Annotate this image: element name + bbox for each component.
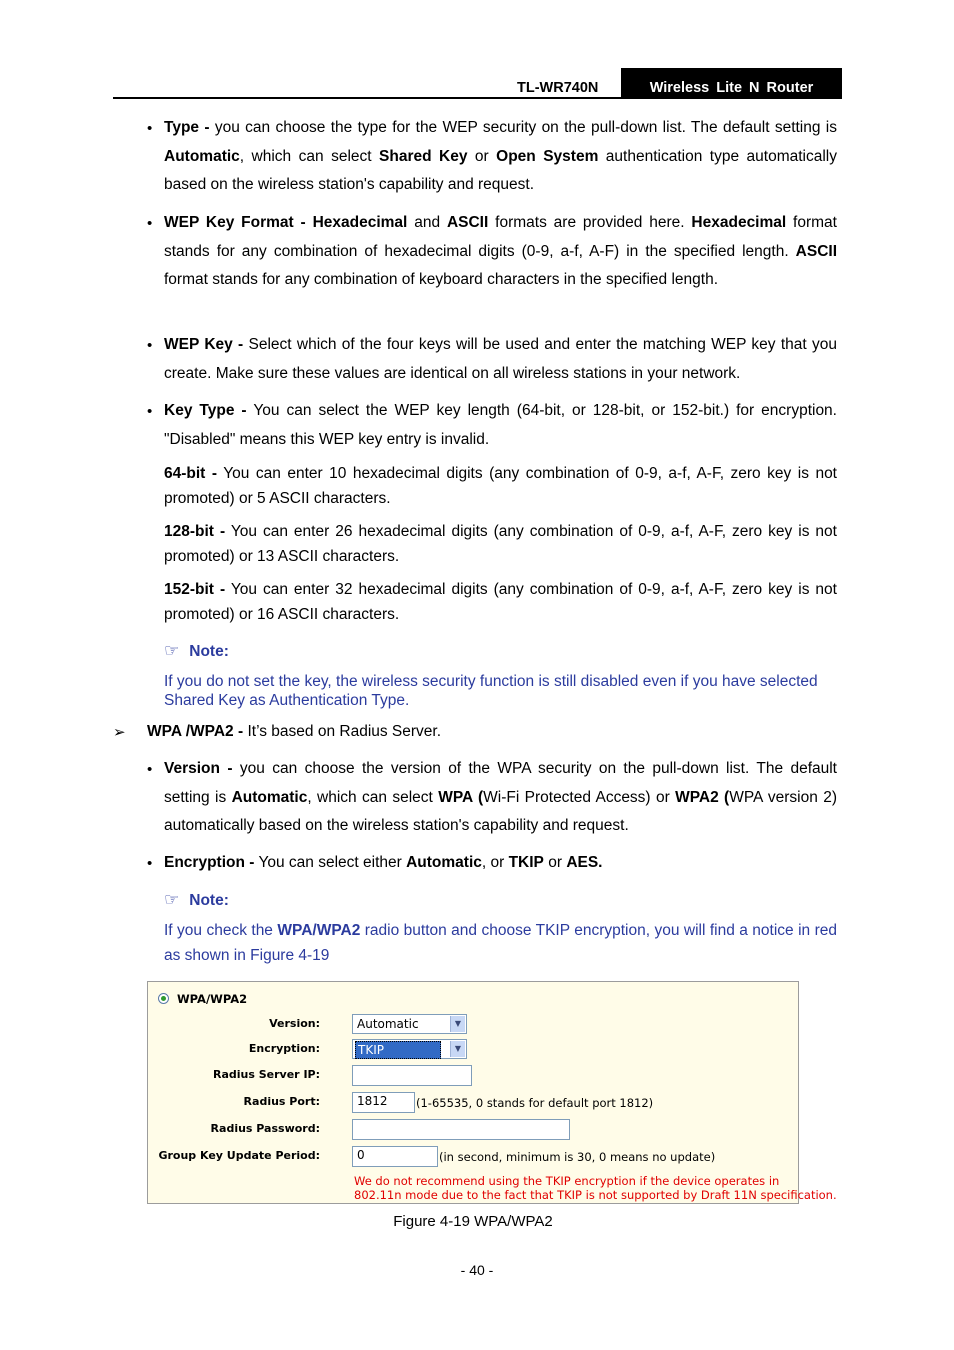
pointing-hand-icon: ☞ <box>164 641 180 660</box>
bullet-icon: • <box>147 855 153 872</box>
tkip-warning-line-2: 802.11n mode due to the fact that TKIP is not supported by Draft 11N specification. <box>354 1188 837 1202</box>
radius-ip-input[interactable] <box>352 1065 472 1086</box>
wpa-radio-label: WPA/WPA2 <box>177 992 248 1006</box>
arrow-bullet-icon: ➢ <box>113 724 126 741</box>
note-title: ☞ Note: <box>164 890 229 909</box>
bit128-paragraph: 128-bit - You can enter 26 hexadecimal digits (any combination of 0-9, a-f, A-F, zero key is not promoted) or 13 ASCII characters. <box>164 523 837 565</box>
radius-password-label: Radius Password: <box>210 1122 320 1135</box>
note-title: ☞ Note: <box>164 641 229 660</box>
wpa-radio-button[interactable] <box>158 993 169 1004</box>
radius-port-hint: (1-65535, 0 stands for default port 1812) <box>416 1096 654 1110</box>
figure-caption: Figure 4-19 WPA/WPA2 <box>393 1213 553 1230</box>
bullet-icon: • <box>147 215 153 232</box>
group-key-input[interactable]: 0 <box>352 1146 438 1167</box>
bullet-icon: • <box>147 337 153 354</box>
encryption-label: Encryption: <box>248 1042 320 1055</box>
wpa-encryption-paragraph: Encryption - You can select either Automatic, or TKIP or AES. <box>164 854 603 871</box>
radius-ip-label: Radius Server IP: <box>213 1068 320 1081</box>
radius-password-input[interactable] <box>352 1119 570 1140</box>
wep-type-paragraph: Type - you can choose the type for the WEP security on the pull-down list. The default setting is Automatic, which can select Shared Key or Open System authentication type automatically based on the wireless station's capability and request. <box>164 119 837 193</box>
header-rule <box>113 97 842 99</box>
version-label: Version: <box>269 1017 320 1030</box>
bullet-icon: • <box>147 761 153 778</box>
wpa-heading: WPA /WPA2 - It’s based on Radius Server. <box>147 723 442 740</box>
pointing-hand-icon: ☞ <box>164 890 180 909</box>
wpa-version-paragraph: Version - you can choose the version of the WPA security on the pull-down list. The default setting is Automatic, which can select WPA (Wi-Fi Protected Access) or WPA2 (WPA version 2) automatically based on the wireless station's capability and request. <box>164 760 837 834</box>
bullet-icon: • <box>147 120 153 137</box>
note-text: If you do not set the key, the wireless security function is still disabled even if you have selected Shared Key as Authentication Type. <box>164 673 818 709</box>
chevron-down-icon: ▼ <box>450 1016 465 1032</box>
bit64-paragraph: 64-bit - You can enter 10 hexadecimal digits (any combination of 0-9, a-f, A-F, zero key is not promoted) or 5 ASCII characters. <box>164 465 837 507</box>
version-select[interactable]: Automatic ▼ <box>352 1014 467 1034</box>
bit152-paragraph: 152-bit - You can enter 32 hexadecimal digits (any combination of 0-9, a-f, A-F, zero key is not promoted) or 16 ASCII characters. <box>164 581 837 623</box>
encryption-select[interactable]: TKIP ▼ <box>352 1039 467 1059</box>
bullet-icon: • <box>147 403 153 420</box>
wep-key-paragraph: WEP Key - Select which of the four keys will be used and enter the matching WEP key that you create. Make sure these values are identical on all wireless stations in your network. <box>164 336 837 382</box>
chevron-down-icon: ▼ <box>450 1041 465 1057</box>
group-key-label: Group Key Update Period: <box>158 1149 320 1162</box>
header-product: Wireless Lite N Router <box>621 68 842 99</box>
tkip-warning-line-1: We do not recommend using the TKIP encryption if the device operates in <box>354 1174 780 1188</box>
header-model: TL-WR740N <box>517 80 599 96</box>
page-number: - 40 - <box>460 1262 494 1278</box>
key-type-paragraph: Key Type - You can select the WEP key length (64-bit, or 128-bit, or 152-bit.) for encryption. "Disabled" means this WEP key entry is invalid. <box>164 402 837 448</box>
radius-port-input[interactable]: 1812 <box>352 1092 415 1113</box>
group-key-hint: (in second, minimum is 30, 0 means no update) <box>439 1150 716 1164</box>
wpa-settings-figure <box>147 981 837 1204</box>
note-text: If you check the WPA/WPA2 radio button and choose TKIP encryption, you will find a notice in red as shown in Figure 4-19 <box>164 922 837 964</box>
wep-format-paragraph: WEP Key Format - Hexadecimal and ASCII formats are provided here. Hexadecimal format stands for any combination of hexadecimal digits (0-9, a-f, A-F) in the specified length. ASCII format stands for any combination of keyboard characters in the specified length. <box>164 214 837 288</box>
radius-port-label: Radius Port: <box>243 1095 320 1108</box>
